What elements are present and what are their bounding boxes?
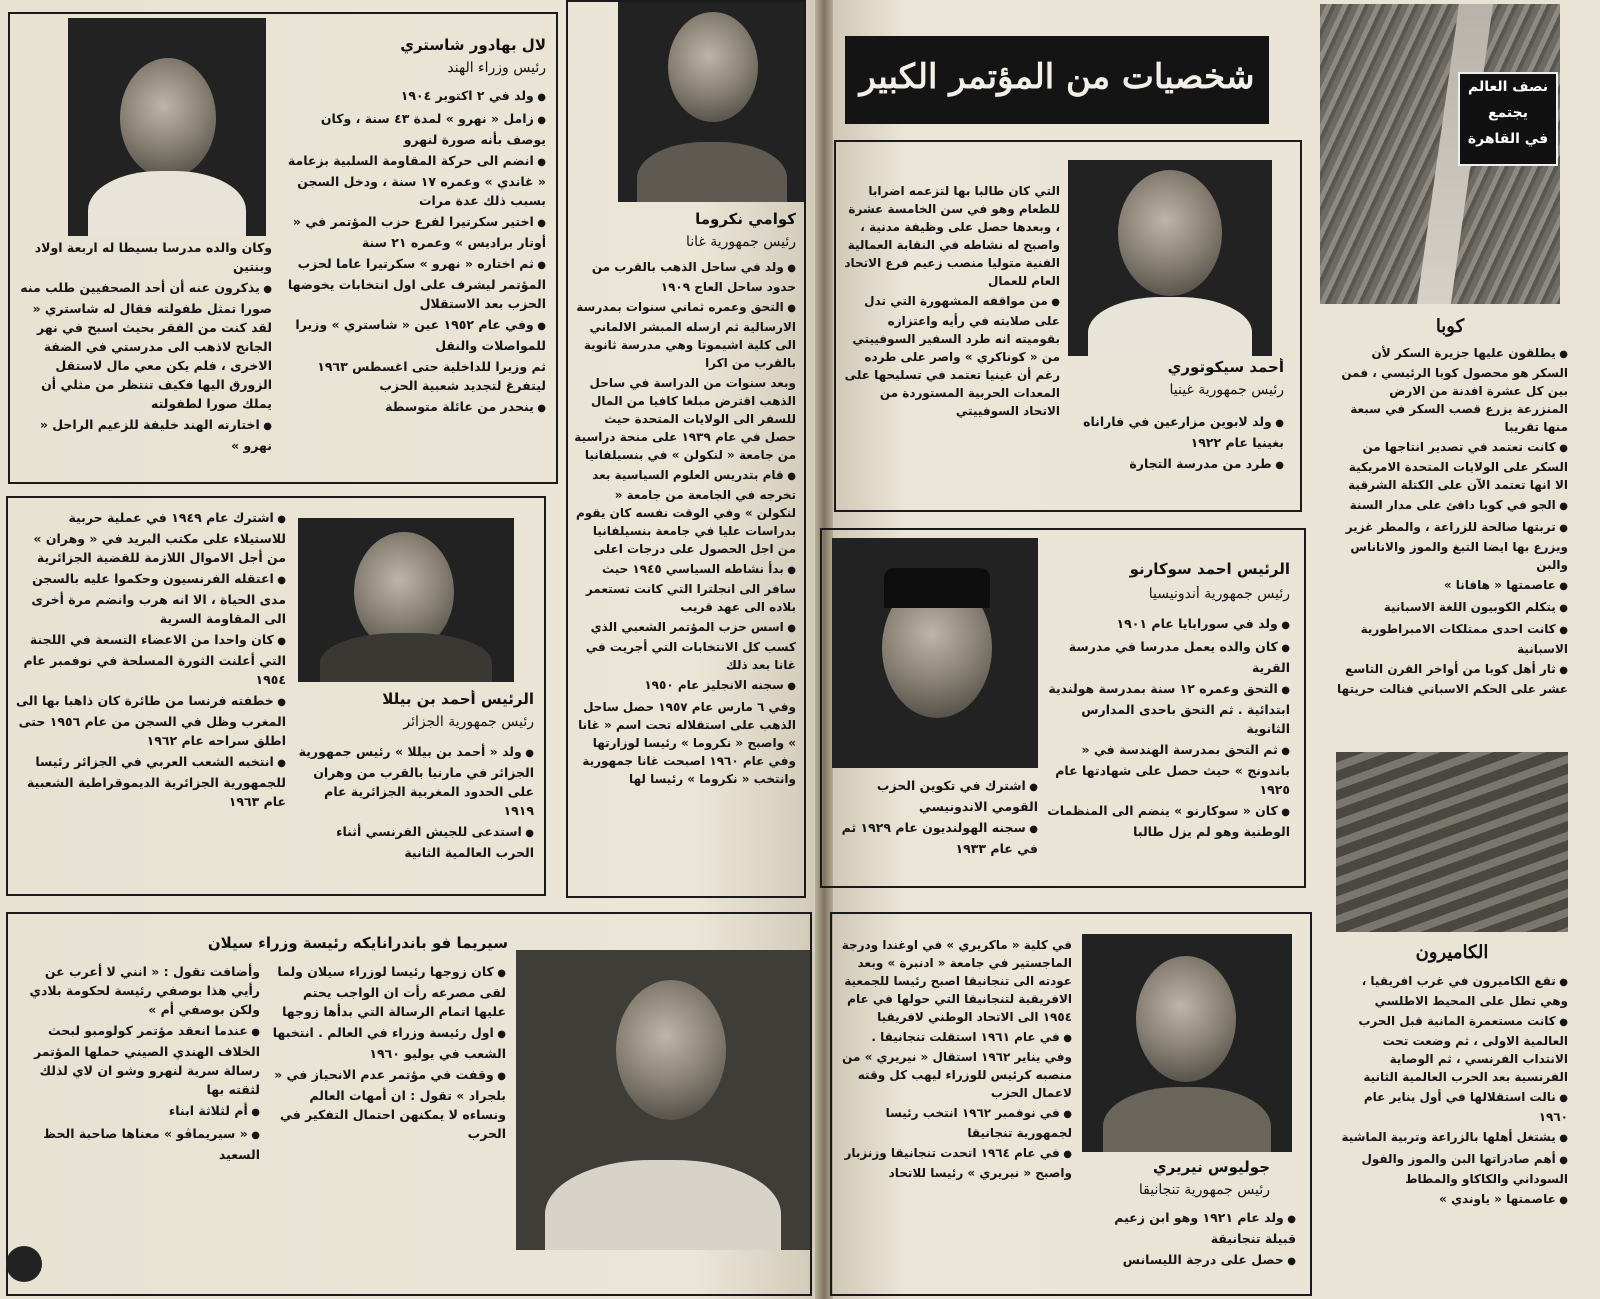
benbella-box <box>6 496 546 896</box>
sukarno-col2: ● اشترك في تكوين الحزب القومي الاندونيسي ● سجنه الهولنديون عام ١٩٢٩ ثم في عام ١٩٣٣ <box>832 776 1038 884</box>
bandaranaike-box <box>6 912 812 1296</box>
nkrumah-name: كوامي نكروما <box>695 210 796 228</box>
toure-col2: التي كان طالبا بها لتزعمه اضرابا للطعام وهو في سن الخامسة عشرة ، وبعدها حصل على وظيفة مدنية ، واصبح له نشاطه في النقابة العمالية الفنية متوليا منصب زعيم فرع الاتحاد العام للعمال ● من مواقفه المشهورة التي تدل على صلابته في رأيه واعتزازه بقوميته انه طرد السفير السوفييتي من « كوناكري » واصر على طرده رغم أن غينيا تعتمد في تسليحها على المعدات الحربية المستوردة من الاتحاد السوفييتي <box>844 182 1060 508</box>
nkrumah-box <box>566 0 806 898</box>
cairo-aerial-photo <box>1320 4 1560 304</box>
shastri-name: لال بهادور شاستري <box>400 36 546 54</box>
sukarno-box <box>820 528 1306 888</box>
aerial-caption-tag: نصف العالم يجتمع في القاهرة <box>1458 72 1558 166</box>
benbella-title: رئيس جمهورية الجزائر <box>403 714 534 730</box>
sukarno-col1: ● ولد في سورابايا عام ١٩٠١ ● كان والده يعمل مدرسا في مدرسة القرية ● التحق وعمره ١٢ سنة بمدرسة هولندية ابتدائية . ثم التحق باحدى المدارس الثانوية ● ثم التحق بمدرسة الهندسة في « باندونج » حيث حصل على شهادتها عام ١٩٢٥ ● كان « سوكارنو » ينضم الى المنظمات الوطنية وهو لم يزل طالبا <box>1036 614 1290 884</box>
shastri-title: رئيس وزراء الهند <box>447 60 546 76</box>
benbella-col1: ● اشترك عام ١٩٤٩ في عملية حربية للاستيلاء على مكتب البريد في « وهران » من أجل الاموال اللازمة للقضية الجزائرية ● اعتقله الفرنسيون وحكموا عليه بالسجن مدى الحياة ، الا انه هرب وانضم مرة أخرى الى المقاومة السرية ● كان واحدا من الاعضاء التسعة في اللجنة التي أعلنت الثورة المسلحة في نوفمبر عام ١٩٥٤ ● خطفته فرنسا من طائرة كان ذاهبا بها الى المغرب وظل في السجن من عام ١٩٥٦ حتى اطلق سراحه عام ١٩٦٢ ● انتخبه الشعب العربي في الجزائر رئيسا للجمهورية الجزائرية الديموقراطية الشعبية عام ١٩٦٣ <box>16 508 286 892</box>
bandaranaike-heading: سيريما فو باندرانايكه رئيسة وزراء سيلان <box>207 934 508 952</box>
sukarno-title: رئيس جمهورية أندونيسيا <box>1148 586 1290 602</box>
nyerere-name: جوليوس نيريري <box>1152 1158 1270 1176</box>
bandaranaike-col2: وأضافت تقول : « انني لا أعرب عن رأيي هذا بوصفي رئيسة لحكومة بلادي ولكن بوصفي أم » ● عندما انعقد مؤتمر كولومبو لبحث الخلاف الهندي الصيني حملها المؤتمر رسالة سرية لنهرو وشو ان لاي لذلك لثقته بها ● أم لثلاثة ابناء ● « سيريماڤو » معناها صاحبة الحظ السعيد <box>16 962 260 1292</box>
cuba-text: ● يطلقون عليها جزيرة السكر لأن السكر هو محصول كوبا الرئيسي ، فمن بين كل عشرة افدنة من الارض المنزرعة يزرع قصب السكر في سبعة منها تقريبا ● كانت تعتمد في تصدير انتاجها من السكر على الولايات المتحدة الامريكية الا انها تعتمد الآن على الكتلة الشرقية ● الجو في كوبا دافئ على مدار السنة ● تربتها صالحة للزراعة ، والمطر غزير ويزرع بها ايضا التبغ والموز والاناناس والبن ● عاصمتها « هافانا » ● يتكلم الكوبيون اللغة الاسبانية ● كانت احدى ممتلكات الامبراطورية الاسبانية ● ثار أهل كوبا من أواخر القرن التاسع عشر على الحكم الاسباني فنالت حريتها <box>1336 344 1568 748</box>
cameroon-text: ● تقع الكاميرون في غرب افريقيا ، وهي تطل على المحيط الاطلسي ● كانت مستعمرة المانية قبل الحرب العالمية الاولى ، ثم وضعت تحت الانتداب الفرنسي ، ثم الوصاية الفرنسية بعد الحرب العالمية الثانية ● نالت استقلالها في أول يناير عام ١٩٦٠ ● يشتغل أهلها بالزراعة وتربية الماشية ● أهم صادراتها البن والموز والفول السوداني والكاكاو والمطاط ● عاصمتها « ياوندي » <box>1336 972 1568 1292</box>
benbella-name: الرئيس أحمد بن بيللا <box>382 690 534 708</box>
nkrumah-title: رئيس جمهورية غانا <box>686 234 796 250</box>
toure-photo <box>1068 160 1272 356</box>
feature-banner <box>845 36 1269 124</box>
nkrumah-col1: ● ولد في ساحل الذهب بالقرب من حدود ساحل العاج ١٩٠٩ ● التحق وعمره ثماني سنوات بمدرسة الارسالية ثم ارسله المبشر الالماني الى كلية اشيموتا وهي مدرسة ثانوية بالقرب من اكرا وبعد سنوات من الدراسة في ساحل الذهب اقترض مبلغا كافيا من المال للسفر الى الولايات المتحدة حيث حصل في عام ١٩٣٩ على منحة دراسية من جامعة « لنكولن » في بنسيلفانيا ● قام بتدريس العلوم السياسية بعد تخرجه في الجامعة من جامعة « لنكولن » وفي الوقت نفسه كان يقوم بدراسات عليا في جامعة بنسيلفانيا من اجل الحصول على درجات اعلى ● بدأ نشاطه السياسي ١٩٤٥ حيث سافر الى انجلترا التي كانت تستعمر بلاده الى عهد قريب ● اسس حزب المؤتمر الشعبي الذي كسب كل الانتخابات التي أجريت في غانا بعد ذلك ● سجنه الانجليز عام ١٩٥٠ وفي ٦ مارس عام ١٩٥٧ حصل ساحل الذهب على استقلاله تحت اسم « غانا » واصبح « نكروما » رئيسا لوزارتها وفي عام ١٩٦٠ اصبحت غانا جمهورية وانتخب « نكروما » رئيسا لها <box>574 258 796 894</box>
toure-box <box>834 140 1302 512</box>
feature-banner-title: شخصيات من المؤتمر الكبير <box>859 57 1255 97</box>
toure-col1: ● ولد لابوين مزارعين في فاراناه بغينيا عام ١٩٢٢ ● طرد من مدرسة التجارة <box>1076 412 1284 508</box>
benbella-photo <box>298 518 514 682</box>
shastri-photo <box>68 18 266 236</box>
benbella-col2: ● ولد « أحمد بن بيللا » رئيس جمهورية الجزائر في مارنيا بالقرب من وهران على الحدود المغربية الجزائرية عام ١٩١٩ ● استدعى للجيش الفرنسي أثناء الحرب العالمية الثانية <box>294 742 534 892</box>
cuba-heading: كوبا <box>1435 316 1465 337</box>
bandaranaike-photo <box>516 950 810 1250</box>
mascot-face-icon <box>6 1246 42 1282</box>
nyerere-title: رئيس جمهورية تنجانيقا <box>1138 1182 1270 1198</box>
nyerere-col1: ● ولد عام ١٩٢١ وهو ابن زعيم قبيلة تنجانيقة ● حصل على درجة الليسانس <box>1080 1208 1296 1292</box>
bandaranaike-col1: ● كان زوجها رئيسا لوزراء سيلان ولما لقى مصرعه رأت ان الواجب يحتم عليها اتمام الرسالة التي بدأها زوجها ● اول رئيسة وزراء في العالم . انتخبها الشعب في يوليو ١٩٦٠ ● وقفت في مؤتمر عدم الانحياز في « بلجراد » تقول : ان أمهات العالم ونساءه لا يمكنهن احتمال التفكير في الحرب <box>270 962 506 1292</box>
shastri-box <box>8 12 558 484</box>
sukarno-name: الرئيس احمد سوكارنو <box>1129 560 1290 578</box>
toure-title: رئيس جمهورية غينيا <box>1169 382 1284 398</box>
toure-name: أحمد سيكوتوري <box>1167 358 1284 376</box>
cameroon-children-photo <box>1336 752 1568 932</box>
shastri-col2: وكان والده مدرسا بسيطا له اربعة اولاد وبنتين ● يذكرون عنه أن أحد الصحفيين طلب منه صورا تمثل طفولته فقال له شاستري « لقد كنت من الفقر بحيث اسبح في نهر الجانج لاذهب الى مدرستي في الضفة الاخرى ، فلم يكن معي مال لاستقل الزورق اليها فكيف تنتظر من مثلي أن يملك صورا لطفولته ● اختارته الهند خليفة للزعيم الراحل « نهرو » <box>18 238 272 482</box>
nyerere-box <box>830 912 1312 1296</box>
cameroon-heading: الكاميرون <box>1415 942 1489 963</box>
nyerere-col2: في كلية « ماكريري » في اوغندا ودرجة الماجستير في جامعة « ادنبرة » وبعد عودته الى تنجانيقا اصبح رئيسا للجمعية الافريقية لتنجانيقا التي حولها في عام ١٩٥٤ الى الاتحاد الوطني لافريقيا ● في عام ١٩٦١ استقلت تنجانيقا . وفي يناير ١٩٦٢ استقال « نيريري » من منصبه كرئيس للوزراء ليهب كل وقته لاعمال الحزب ● في نوفمبر ١٩٦٢ انتخب رئيسا لجمهورية تنجانيقا ● في عام ١٩٦٤ اتحدت تنجانيقا وزنزبار واصبح « نيريري » رئيسا للاتحاد <box>840 936 1072 1292</box>
shastri-col1: ● ولد في ٢ اكتوبر ١٩٠٤ ● زامل « نهرو » لمدة ٤٣ سنة ، وكان يوصف بأنه صورة لنهرو ● انضم الى حركة المقاومة السلبية بزعامة « غاندي » وعمره ١٧ سنة ، ودخل السجن بسبب ذلك عدة مرات ● اختير سكرتيرا لفرع حزب المؤتمر في « أوتار براديس » وعمره ٢١ سنة ● ثم اختاره « نهرو » سكرتيرا عاما لحزب المؤتمر ليشرف على اول انتخابات يخوضها الحزب بعد الاستقلال ● وفي عام ١٩٥٢ عين « شاستري » وزيرا للمواصلات والنقل ثم وزيرا للداخلية حتى اغسطس ١٩٦٣ ليتفرغ لتجديد شعبية الحزب ● ينحدر من عائلة متوسطة <box>278 86 546 482</box>
nkrumah-photo <box>618 2 806 202</box>
sukarno-photo <box>832 538 1038 768</box>
nyerere-photo <box>1082 934 1292 1152</box>
